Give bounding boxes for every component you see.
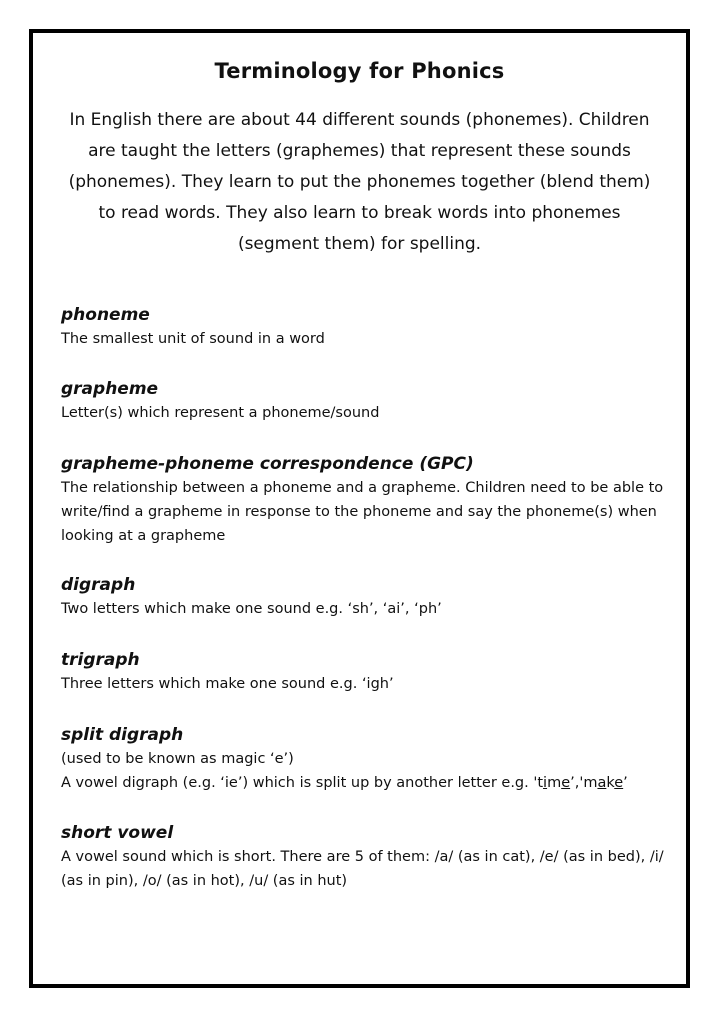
term-name: digraph (61, 575, 136, 595)
term-short-vowel (61, 821, 679, 893)
example-letter: k (606, 775, 615, 791)
example-letter: m (547, 775, 562, 791)
term-definition: The relationship between a phoneme and a grapheme. Children need to be able to write/find a grapheme in response to the phoneme and say the phoneme(s) when looking at a grapheme (61, 480, 664, 544)
example-letter: t (537, 775, 544, 791)
example-letter-underlined: i (543, 775, 548, 791)
term-definition: Letter(s) which represent a phoneme/sound (61, 405, 380, 421)
term-name: grapheme-phoneme correspondence (GPC) (61, 454, 474, 474)
term-phoneme (61, 303, 325, 351)
term-gpc (61, 452, 679, 548)
term-name: split digraph (61, 725, 184, 745)
example-letter-underlined: e (614, 775, 624, 791)
term-definition: Three letters which make one sound e.g. ‘igh’ (61, 676, 394, 692)
term-note: (used to be known as magic ‘e’) (61, 751, 294, 767)
term-grapheme (61, 377, 379, 425)
example-letter: m (583, 775, 598, 791)
intro-paragraph: In English there are about 44 different sounds (phonemes). Children are taught the letters (graphemes) that represent these sounds (phonemes). They learn to put the phonemes together (blend them) to read words. They also learn to break words into phonemes (segment them) for spelling. (68, 110, 651, 254)
example-word-make (583, 775, 623, 791)
term-definition: The smallest unit of sound in a word (61, 331, 325, 347)
page-border (29, 29, 690, 988)
example-word-time (537, 775, 570, 791)
term-definition (61, 771, 628, 795)
term-definition: Two letters which make one sound e.g. ‘sh’, ‘ai’, ‘ph’ (61, 601, 442, 617)
term-split-digraph (61, 723, 628, 795)
example-separator: ’,' (570, 775, 584, 791)
definition-text: A vowel digraph (e.g. ‘ie’) which is split up by another letter e.g. ' (61, 775, 538, 791)
definition-text: ’ (623, 775, 628, 791)
example-letter-underlined: a (597, 775, 607, 791)
term-name: grapheme (61, 379, 159, 399)
page-title: Terminology for Phonics (214, 59, 505, 83)
term-definition: A vowel sound which is short. There are 5 of them: /a/ (as in cat), /e/ (as in bed), /i/ (as in pin), /o/ (as in hot), /u/ (as in hut) (61, 849, 664, 889)
example-letter-underlined: e (561, 775, 571, 791)
term-name: short vowel (61, 823, 174, 843)
term-trigraph (61, 648, 394, 696)
term-digraph (61, 573, 442, 621)
term-name: trigraph (61, 650, 140, 670)
term-name: phoneme (61, 305, 150, 325)
